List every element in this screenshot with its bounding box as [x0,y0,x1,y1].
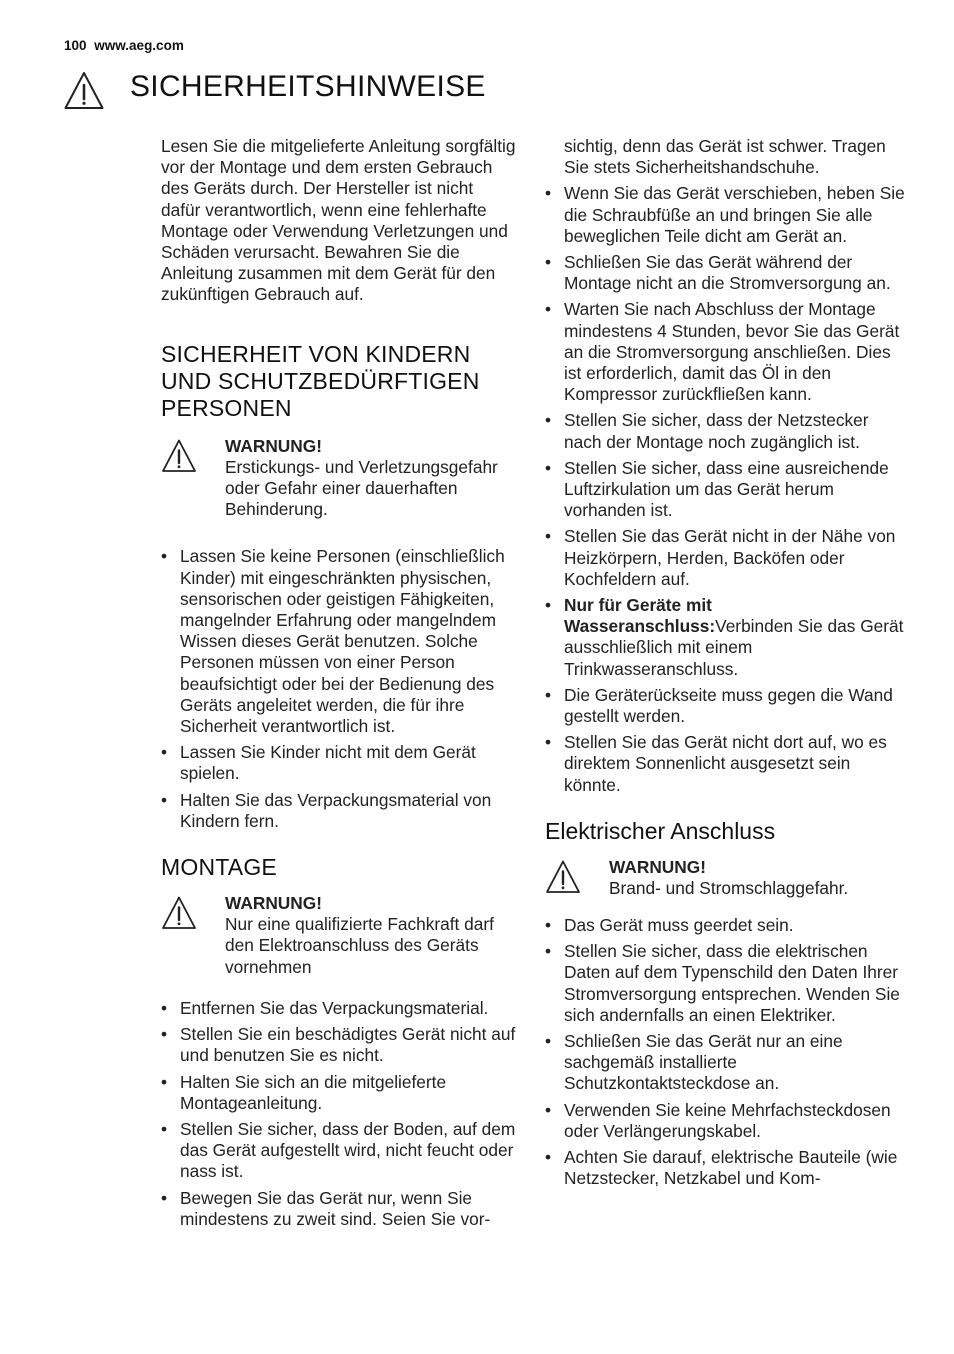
list-item: • Halten Sie das Verpackungsmaterial von Kindern fern. [161,790,516,832]
section-heading-elektrisch: Elektrischer Anschluss [545,817,776,844]
list-item: • Bewegen Sie das Gerät nur, wenn Sie mindestens zu zweit sind. Seien Sie vor- [161,1188,516,1230]
warning-text: Erstickungs- und Verletzungsgefahr oder Gefahr einer dauerhaften Behinderung. [225,456,498,520]
list-item: • Die Geräterückseite muss gegen die Wand gestellt werden. [545,685,905,727]
list-item: • Schließen Sie das Gerät während der Montage nicht an die Stromversorgung an. [545,252,905,294]
list-item: • Stellen Sie das Gerät nicht dort auf, wo es direktem Sonnenlicht ausgesetzt sein könnte. [545,732,905,796]
list-item: • Stellen Sie sicher, dass eine ausreichende Luftzirkulation um das Gerät herum vorhanden ist. [545,458,905,522]
list-item: • Halten Sie sich an die mitgelieferte Montageanleitung. [161,1072,516,1114]
list-item: • Schließen Sie das Gerät nur an eine sachgemäß installierte Schutzkontaktsteckdose an. [545,1031,905,1095]
warning-triangle-icon [63,70,105,112]
warning-title: WARNUNG! [609,856,706,877]
montage-list [161,998,516,1230]
warning-block-elektrisch [545,857,905,905]
continued-text: sichtig, denn das Gerät ist schwer. Tragen Sie stets Sicherheitshandschuhe. [564,136,886,178]
list-item: • Das Gerät muss geerdet sein. [545,915,905,936]
warning-block-kinder [161,436,516,521]
right-column [545,136,905,1194]
list-item: • Lassen Sie Kinder nicht mit dem Gerät spielen. [161,742,516,784]
warning-title: WARNUNG! [225,893,322,914]
left-column [161,136,516,1235]
page-number: 100 [64,38,87,53]
list-item: • Warten Sie nach Abschluss der Montage mindestens 4 Stunden, bevor Sie das Gerät an die Stromversorgung anschließen. Dies ist erforderlich, damit das Öl in den Kompressor zurückfließen kann. [545,299,905,405]
list-item: • Stellen Sie sicher, dass der Boden, auf dem das Gerät aufgestellt wird, nicht feucht oder nass ist. [161,1119,516,1183]
warning-triangle-icon [161,438,197,474]
warning-text: Brand- und Stromschlaggefahr. [609,878,849,899]
elektrisch-list [545,915,905,1189]
warning-block-montage [161,893,516,978]
page-header [64,38,188,53]
list-item: • Stellen Sie sicher, dass der Netzstecker nach der Montage noch zugänglich ist. [545,410,905,452]
list-item: • Achten Sie darauf, elektrische Bauteile (wie Netzstecker, Netzkabel und Kom- [545,1147,905,1189]
water-text: Verbinden Sie das Gerät ausschließlich mit einem Trinkwasseranschluss. [564,616,904,679]
warning-text: Nur eine qualifizierte Fachkraft darf den Elektroanschluss des Geräts vornehmen [225,914,494,977]
warning-triangle-icon [545,859,581,895]
section-heading-montage: MONTAGE [161,854,277,881]
page-title: SICHERHEITSHINWEISE [130,70,486,103]
list-item: • Lassen Sie keine Personen (einschließlich Kinder) mit eingeschränkten physischen, sensorischen oder geistigen Fähigkeiten, mangelnder Erfahrung oder mangelndem Wissen dieses Gerät benutzen. Solche Personen müssen von einer Person beaufsichtigt oder bei der Bedienung des Geräts angeleitet werden, die für ihre Sicherheit verantwortlich ist. [161,546,516,737]
list-item: • Verwenden Sie keine Mehrfachsteckdosen oder Verlängerungskabel. [545,1100,905,1142]
list-item: • Entfernen Sie das Verpackungsmaterial. [161,998,516,1019]
warning-title: WARNUNG! [225,435,322,456]
water-label: Nur für Geräte mit Wasseranschluss: [564,595,716,637]
list-item: • Stellen Sie sicher, dass die elektrischen Daten auf dem Typenschild den Daten Ihrer Stromversorgung entsprechen. Wenden Sie sich andernfalls an einen Elektriker. [545,941,905,1026]
kinder-list [161,546,516,832]
site-url: www.aeg.com [94,38,184,53]
montage-list-continued [545,183,905,795]
list-item: • Stellen Sie ein beschädigtes Gerät nicht auf und benutzen Sie es nicht. [161,1024,516,1066]
section-heading-kinder: SICHERHEIT VON KINDERN UND SCHUTZBEDÜRFTIGEN PERSONEN [161,340,480,421]
list-item: • Stellen Sie das Gerät nicht in der Nähe von Heizkörpern, Herden, Backöfen oder Kochfeldern auf. [545,526,905,590]
intro-paragraph: Lesen Sie die mitgelieferte Anleitung sorgfältig vor der Montage und dem ersten Gebrauch des Geräts durch. Der Hersteller ist nicht dafür verantwortlich, wenn eine fehlerhafte Montage oder Verwendung Verletzungen und Schäden verursacht. Bewahren Sie die Anleitung zusammen mit dem Gerät für den zukünftigen Gebrauch auf. [161,136,516,305]
list-item-water [545,595,905,680]
warning-triangle-icon [161,895,197,931]
list-item: • Wenn Sie das Gerät verschieben, heben Sie die Schraubfüße an und bringen Sie alle beweglichen Teile dicht am Gerät an. [545,183,905,247]
